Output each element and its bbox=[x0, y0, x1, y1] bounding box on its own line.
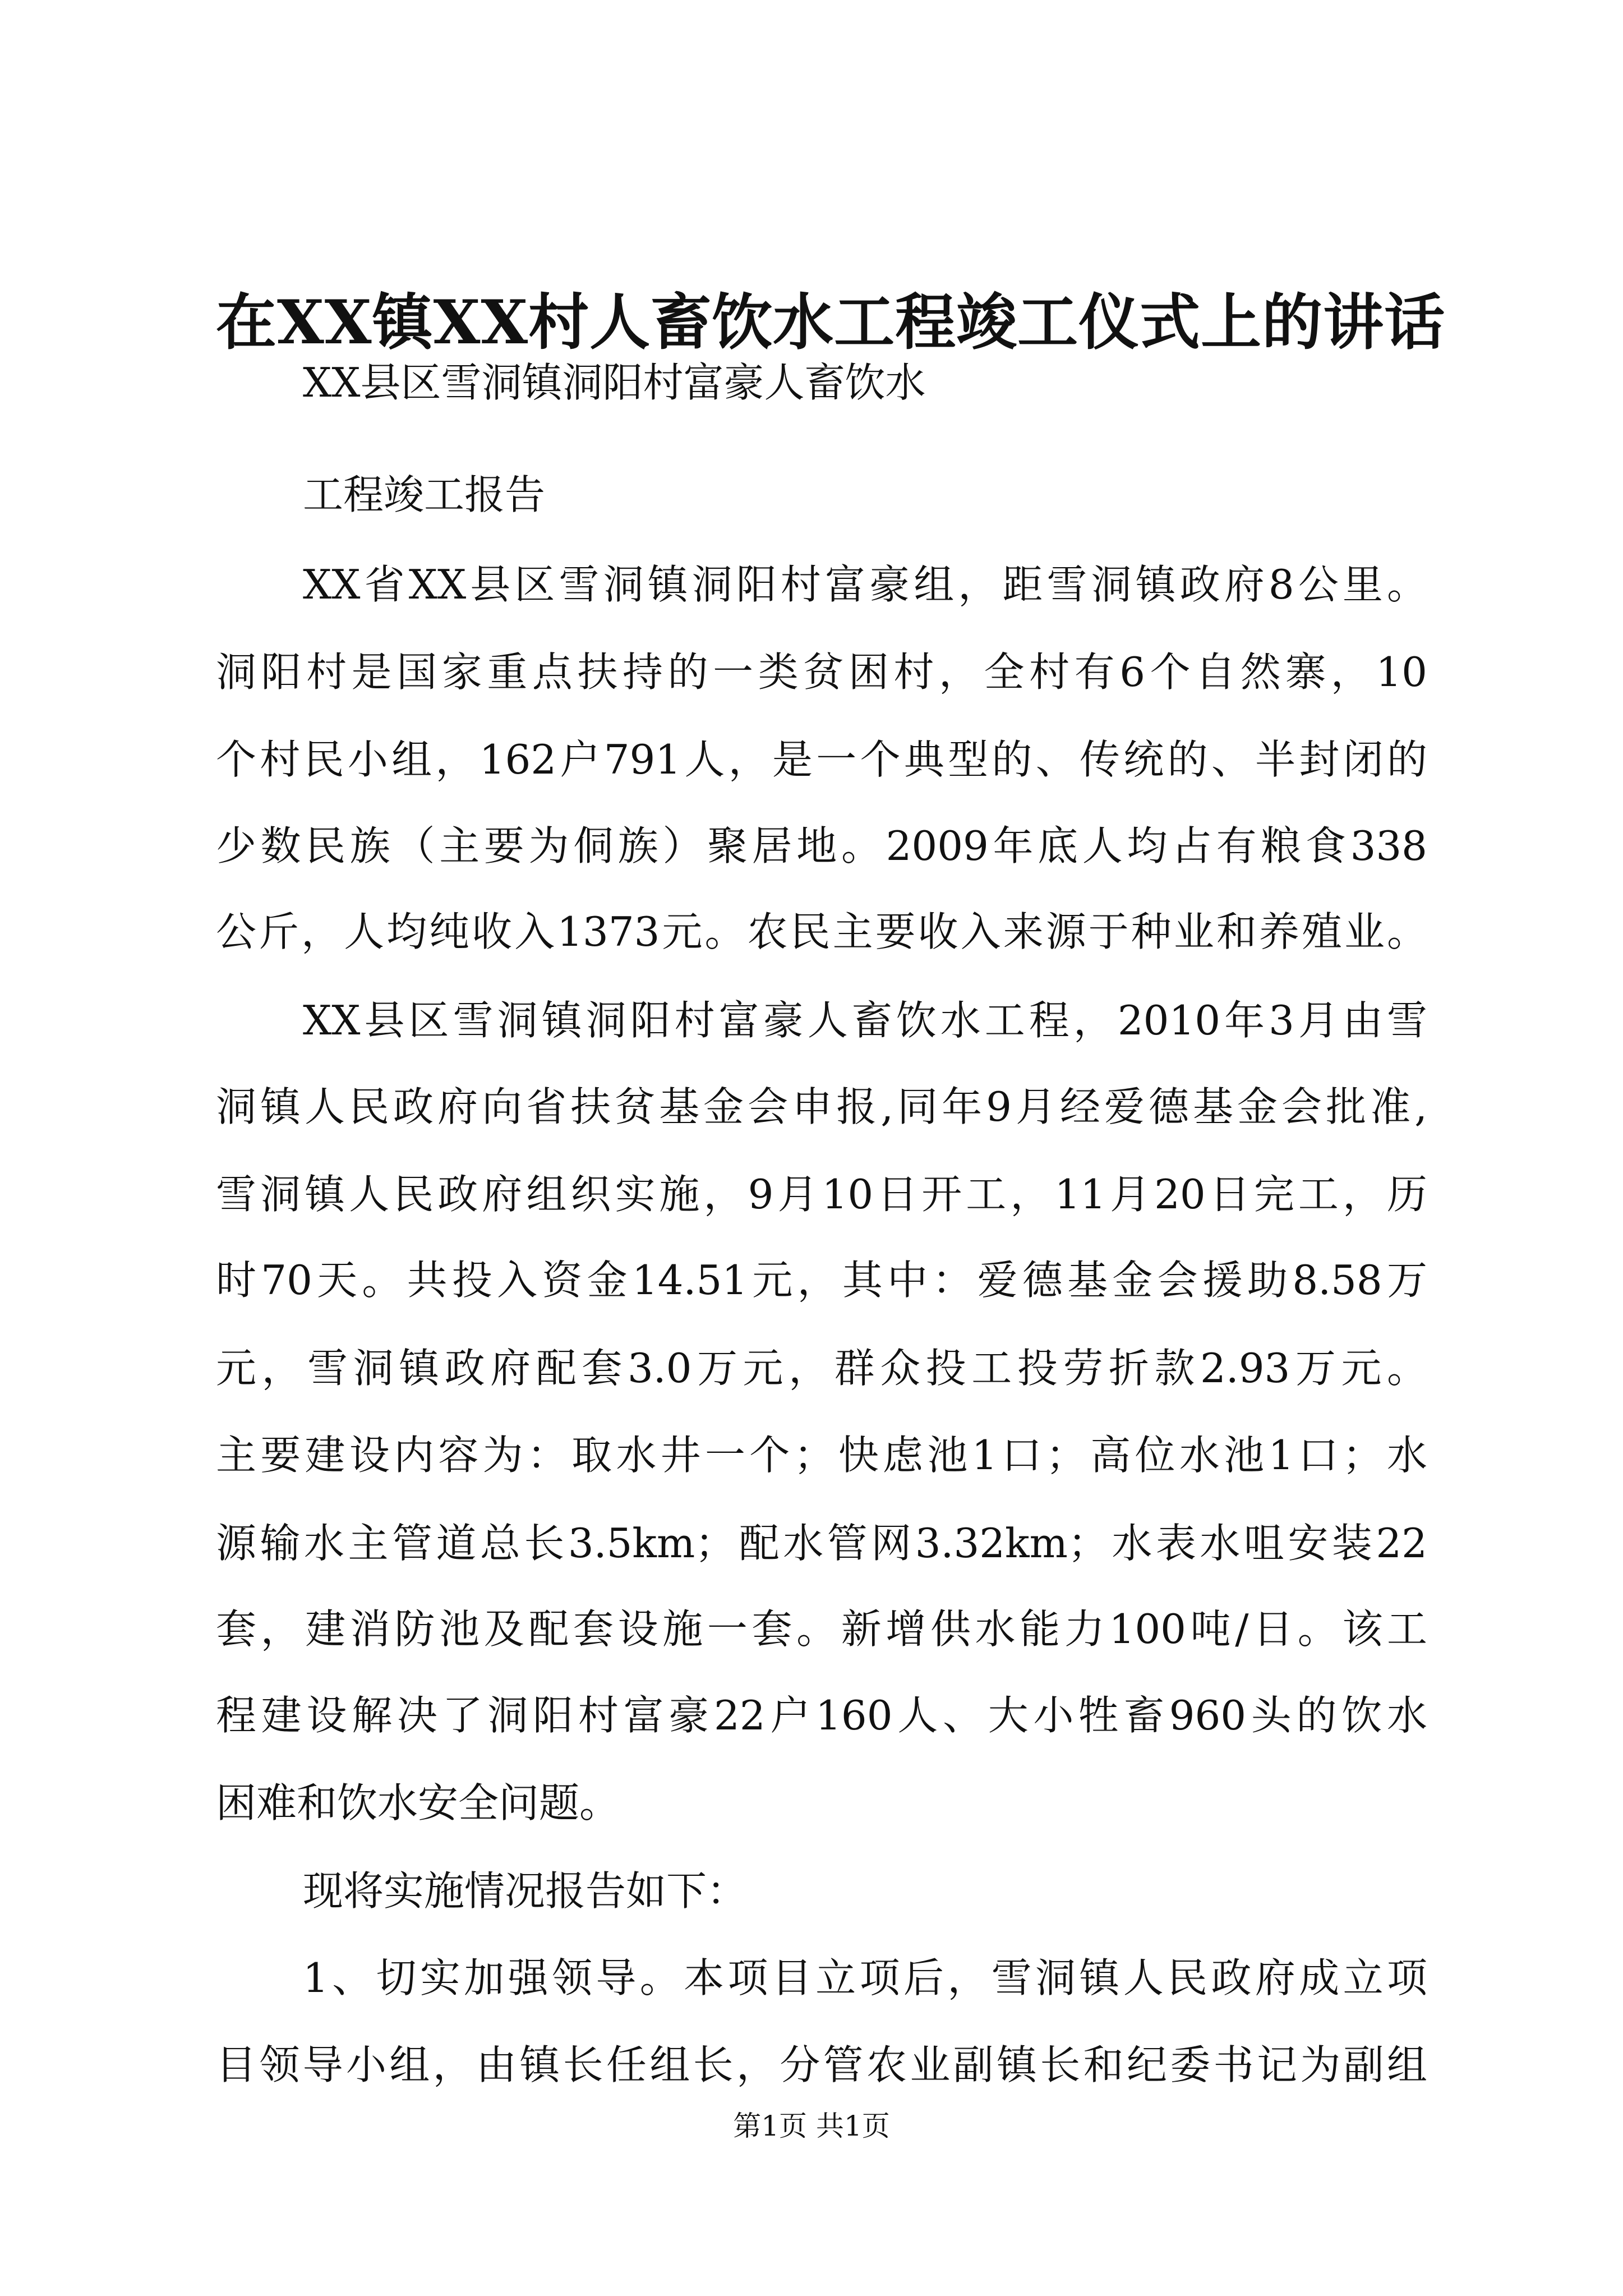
body-line: 公斤，人均纯收入1373元。农民主要收入来源于种业和养殖业。 bbox=[216, 908, 1427, 955]
body-line: 时70天。共投入资金14.51元，其中：爱德基金会援助8.58万 bbox=[216, 1257, 1427, 1304]
body-line: 1、切实加强领导。本项目立项后，雪洞镇人民政府成立项 bbox=[303, 1954, 1427, 2001]
body-line: 套，建消防池及配套设施一套。新增供水能力100吨/日。该工 bbox=[216, 1605, 1427, 1653]
body-line: 洞镇人民政府向省扶贫基金会申报,同年9月经爱德基金会批准, bbox=[216, 1083, 1427, 1130]
body-line: 洞阳村是国家重点扶持的一类贫困村，全村有6个自然寨，10 bbox=[216, 648, 1427, 696]
body-line: 元，雪洞镇政府配套3.0万元，群众投工投劳折款2.93万元。 bbox=[216, 1345, 1427, 1392]
body-line: 目领导小组，由镇长任组长，分管农业副镇长和纪委书记为副组 bbox=[216, 2041, 1427, 2088]
body-line: 现将实施情况报告如下： bbox=[303, 1867, 748, 1915]
body-line: 个村民小组，162户791人，是一个典型的、传统的、半封闭的 bbox=[216, 736, 1427, 783]
body-line: 程建设解决了洞阳村富豪22户160人、大小牲畜960头的饮水 bbox=[216, 1692, 1427, 1739]
body-line: XX县区雪洞镇洞阳村富豪人畜饮水工程，2010年3月由雪 bbox=[303, 997, 1427, 1044]
subtitle-line-1: XX县区雪洞镇洞阳村富豪人畜饮水 bbox=[303, 359, 926, 406]
body-line: 雪洞镇人民政府组织实施，9月10日开工，11月20日完工，历 bbox=[216, 1171, 1427, 1218]
subtitle-line-2: 工程竣工报告 bbox=[303, 471, 546, 518]
body-line: 主要建设内容为：取水井一个；快虑池1口；高位水池1口；水 bbox=[216, 1432, 1427, 1479]
document-title: 在XX镇XX村人畜饮水工程竣工仪式上的讲话 bbox=[216, 287, 1446, 358]
body-line: 困难和饮水安全问题。 bbox=[216, 1779, 620, 1826]
page-footer: 第1页 共1页 bbox=[733, 2110, 890, 2142]
body-line: 源输水主管道总长3.5km；配水管网3.32km；水表水咀安装22 bbox=[216, 1520, 1427, 1567]
body-line: XX省XX县区雪洞镇洞阳村富豪组，距雪洞镇政府8公里。 bbox=[303, 561, 1427, 608]
body-line: 少数民族（主要为侗族）聚居地。2009年底人均占有粮食338 bbox=[216, 822, 1427, 869]
